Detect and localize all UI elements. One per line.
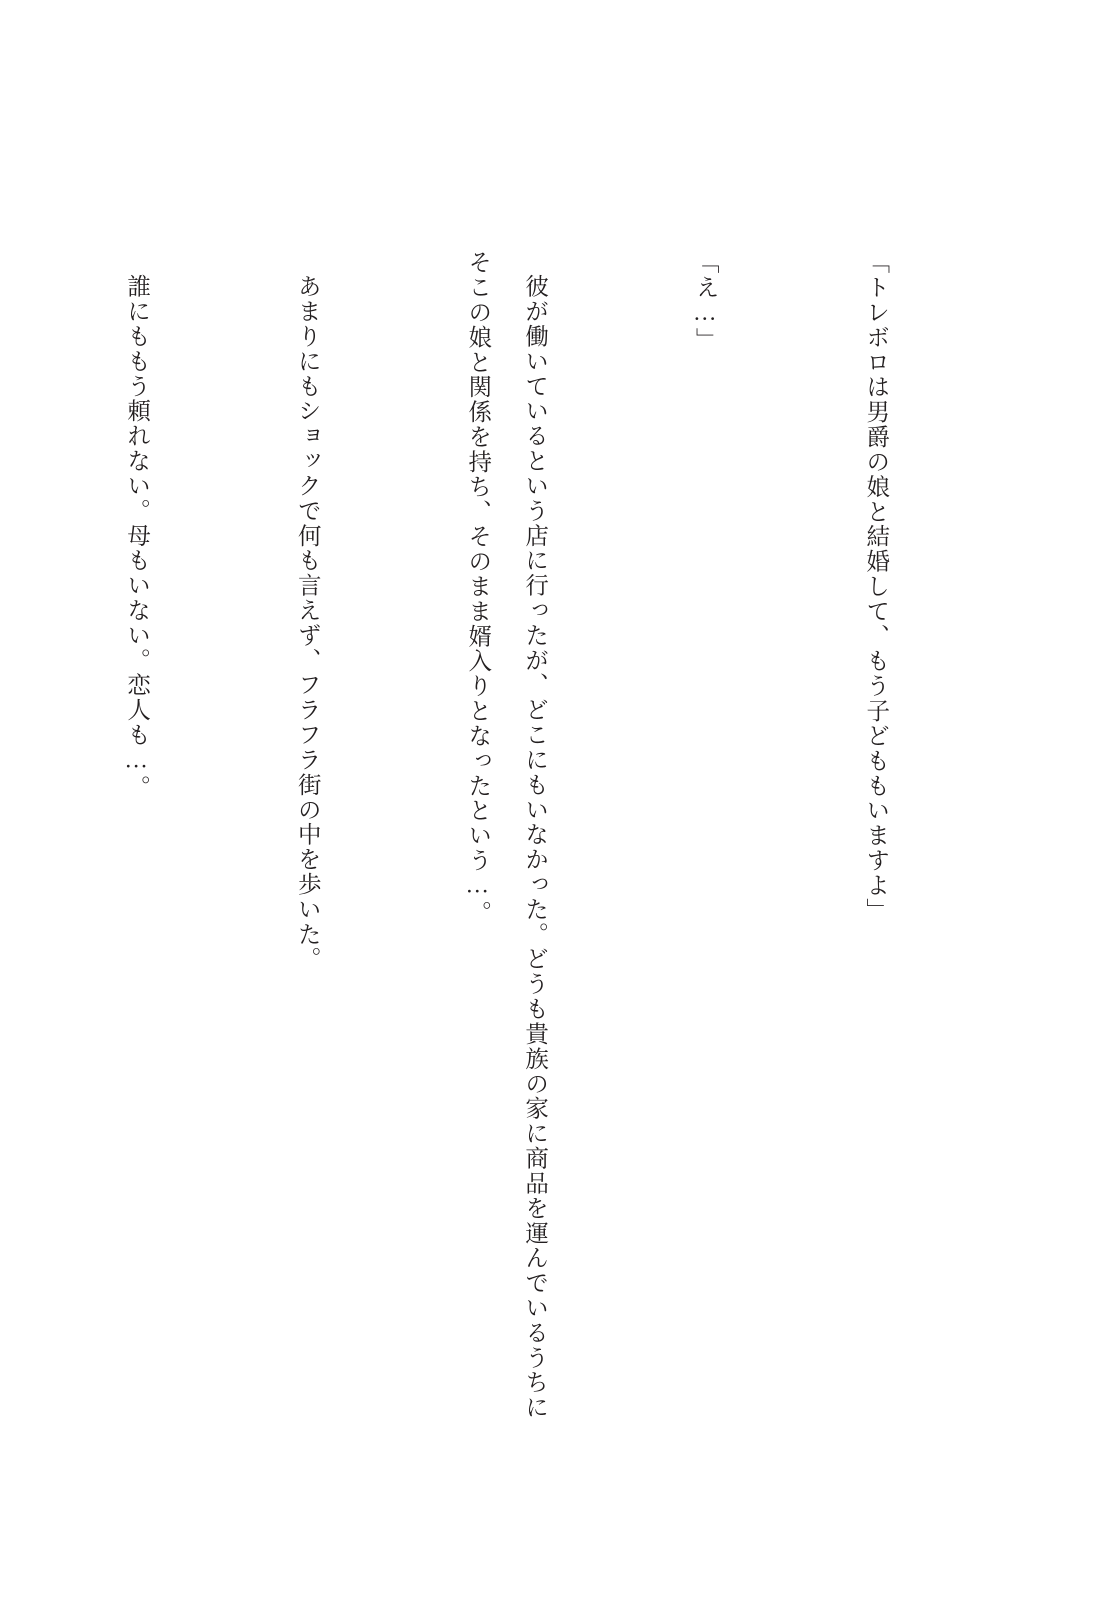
paragraph: 誰にももう頼れない。母もいない。恋人も…。 <box>123 273 150 800</box>
paragraph: 「トレボロは男爵の娘と結婚して、もう子どももいますよ」 <box>862 250 889 923</box>
paragraph: 「え…」 <box>691 250 718 353</box>
paragraph: あまりにもショックで何も言えず、フラフラ街の中を歩いた。 <box>293 273 320 971</box>
vertical-text-body <box>87 250 1017 1430</box>
paragraph: 彼が働いているという店に行ったが、どこにもいなかった。どうも貴族の家に商品を運んでいるうちにそこの娘と関係を持ち、そのまま婿入りとなったという…。 <box>464 250 548 1420</box>
